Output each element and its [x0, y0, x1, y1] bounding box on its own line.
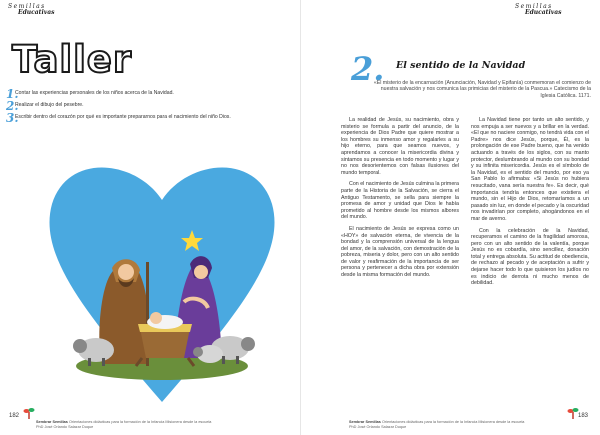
catechism-quote: «El misterio de la encarnación (Anunciación, Navidad y Epifanía) conmemoran el comienzo de nuestra salvación y nos comunica las primicias del misterio de la Pascua.» Catecismo de la Iglesia Católica. 1171. [373, 80, 591, 99]
page-number: 182 [9, 413, 20, 419]
series-logo-line1: Semillas [8, 3, 46, 10]
series-logo-line2: Educativas [18, 9, 55, 16]
footer [349, 420, 549, 430]
footer-line2: PhD José Orlando Salazar Duque [36, 425, 94, 429]
footer-brand: Sembrar Semillas [36, 420, 68, 424]
task-number: 1. [6, 87, 19, 101]
footer-brand: Sembrar Semillas [349, 420, 381, 424]
series-logo [8, 4, 54, 16]
footer [36, 420, 246, 430]
heart-nativity-illustration [44, 152, 280, 410]
paragraph: Con el nacimiento de Jesús culmina la primera parte de la Historia de la Salvación, se cierra el Antiguo Testamento, se sella para siempre la promesa de amor y unidad que Dios le había prometido al hombre desde los mismos albores del mundo. [341, 181, 459, 221]
footer-line2: PhD José Orlando Salazar Duque [349, 425, 407, 429]
task-text: Contar las experiencias personales de los niños acerca de la Navidad. [15, 90, 174, 96]
series-logo-line2: Educativas [525, 9, 562, 16]
page-title: Taller [12, 38, 133, 81]
paragraph: Con la celebración de la Navidad, recuperamos el camino de la fragilidad amorosa, pero con un alto sentido de la valentía, porque Jesús no es cobardía, sino sencillez, donación total y entrega absoluta. Su actitud de obediencia, de rechazo al pecado y de aceptación a sufrir y dejarse hacer todo lo que quisieron los judíos no es indicio de derrota ni mucho menos de debilidad. [471, 227, 589, 287]
paragraph: La realidad de Jesús, su nacimiento, obra y misterio se formula a partir del anuncio, de la experiencia de Dios Padre que quiere mostrar a los hombres su inmenso amor y regalarles a su hijo eterno, para que seamos nuevos, y aprendamos a conocer la misericordia divina y sintamos su presencia en todo momento y lugar y no nos desorientemos con falsas ilusiones del mundo temporal. [341, 117, 459, 176]
task-number: 3. [6, 111, 19, 125]
text-column-right [471, 117, 589, 292]
task-number: 2. [6, 99, 19, 113]
right-page [300, 0, 600, 435]
page-number: 183 [577, 413, 588, 419]
paragraph: El nacimiento de Jesús se expresa como un «HOY» de salvación eterna, de vivencia de la bondad y la comprensión universal de la lengua del amor, de la salvación, con demostración de la pobreza, miseria y dolor, pero con un alto sentido de valor y reafirmación de la importancia de ser persona y pertenecer a dicha obra por extensión desde la misma formación del mundo. [341, 225, 459, 279]
section-number: 2. [351, 50, 385, 88]
text-column-left [341, 117, 459, 284]
list-item [6, 113, 294, 123]
footer-line1: Orientaciones didácticas para la formación de la Infancia Misionera desde la escuela [68, 420, 212, 424]
task-text: Escribir dentro del corazón por qué es importante prepararnos para el nacimiento del niño Dios. [15, 114, 231, 120]
footer-line1: Orientaciones didácticas para la formación de la Infancia Misionera desde la escuela [381, 420, 525, 424]
task-text: Realizar el dibujo del pesebre. [15, 102, 84, 108]
section-title: El sentido de la Navidad [396, 60, 526, 71]
task-list [6, 89, 294, 125]
series-logo-line1: Semillas [515, 3, 553, 10]
list-item [6, 101, 294, 111]
paragraph: La Navidad tiene por tanto un alto sentido, y nos empuja a ser nuevos y a brillar en la verdad. «El que no naciere conmigo, no tendrá vida con el Padre» nos dice Jesús, porque, Él, es la prolongación de ese Padre bueno, que ha venido actuando a través de los siglos, con su manto protector, deslumbrando al mundo con su bondad y su infinita misericordia. Jesús es el símbolo de la Navidad, es el sentido del mundo, por eso ya San Pablo lo afirmaba: «Si Jesús no hubiera resucitado, vana sería nuestra fe». Es decir, qué importancia tendría entonces que existiera el mundo, sin el Hijo de Dios, retomaríamos a un pasado sin luz, en donde el pecado y la oscuridad nos invadirían por completo, ahogándonos en el mar de averno. [471, 117, 589, 222]
list-item [6, 89, 294, 99]
seedling-icon [22, 406, 36, 420]
series-logo [515, 4, 561, 16]
